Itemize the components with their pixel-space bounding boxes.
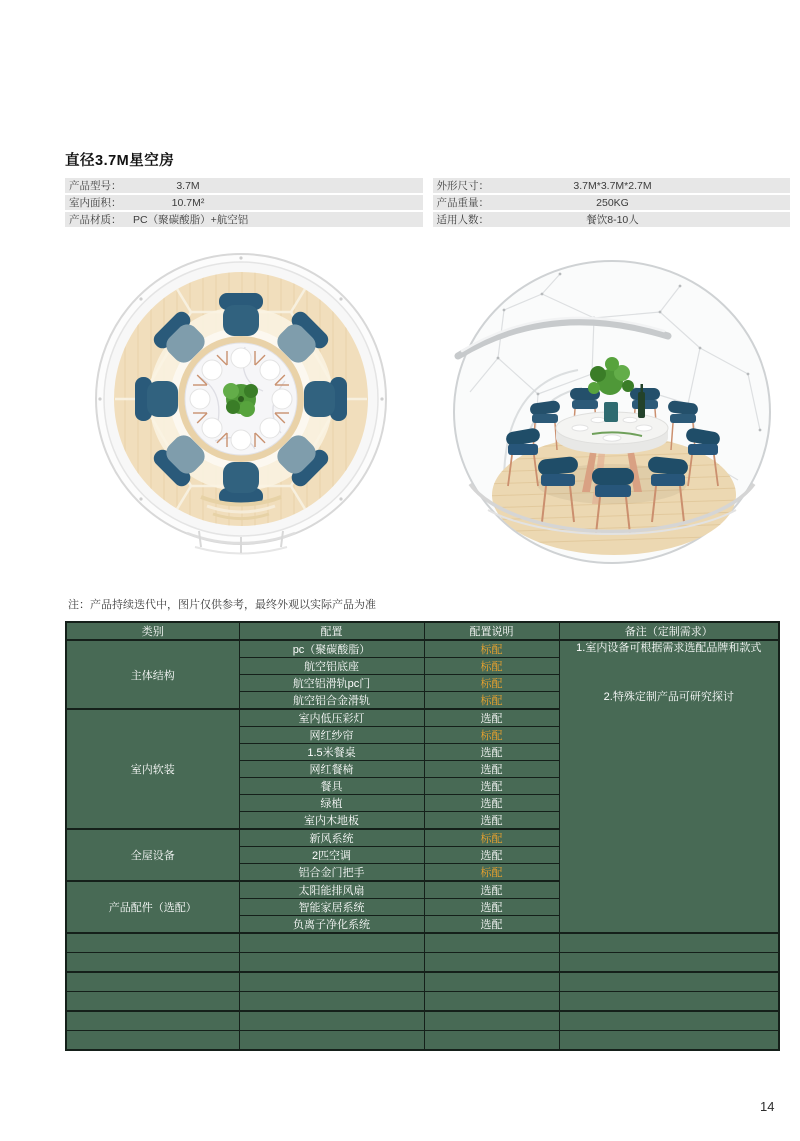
config-table	[65, 621, 778, 1051]
spec-label: 室内面积：	[69, 197, 122, 209]
spec-value: 10.7M²	[171, 196, 205, 209]
spec-table	[65, 178, 790, 229]
config-cell: 2匹空调	[239, 847, 424, 864]
spec-row-model	[65, 178, 423, 193]
status-cell: 选配	[424, 744, 559, 761]
status-cell: 标配	[424, 829, 559, 847]
status-cell: 选配	[424, 916, 559, 934]
spec-value: 3.7M*3.7M*2.7M	[573, 179, 652, 192]
status-cell: 选配	[424, 778, 559, 795]
empty-row	[66, 953, 779, 973]
table-row	[66, 640, 779, 658]
spec-table-left	[65, 178, 423, 229]
spec-row-dimensions	[433, 178, 791, 193]
category-cell: 室内软装	[66, 709, 239, 829]
config-cell: 航空铝滑轨pc门	[239, 675, 424, 692]
config-cell: 铝合金门把手	[239, 864, 424, 882]
status-cell: 标配	[424, 658, 559, 675]
spec-row-area	[65, 195, 423, 210]
status-cell: 标配	[424, 727, 559, 744]
config-cell: 新风系统	[239, 829, 424, 847]
spec-value: 3.7M	[176, 179, 200, 192]
status-cell: 选配	[424, 899, 559, 916]
disclaimer-note: 注：产品持续迭代中，图片仅供参考，最终外观以实际产品为准	[68, 599, 376, 611]
spec-table-right	[433, 178, 791, 229]
spec-row-capacity	[433, 212, 791, 227]
category-cell: 主体结构	[66, 640, 239, 709]
spec-row-weight	[433, 195, 791, 210]
plant-top-view	[223, 383, 258, 417]
config-cell: 网红纱帘	[239, 727, 424, 744]
header-remark: 备注（定制需求）	[559, 622, 779, 640]
page-number: 14	[760, 1099, 775, 1114]
spec-label: 产品重量：	[436, 197, 489, 209]
status-cell: 标配	[424, 692, 559, 710]
status-cell: 选配	[424, 709, 559, 727]
config-table-header	[66, 622, 779, 640]
status-cell: 选配	[424, 812, 559, 830]
remark-cell	[559, 640, 779, 933]
spec-row-material	[65, 212, 423, 227]
header-config-desc: 配置说明	[424, 622, 559, 640]
remark-text-1: 1.室内设备可根据需求选配品牌和款式	[576, 642, 762, 654]
status-cell: 选配	[424, 795, 559, 812]
status-cell: 标配	[424, 675, 559, 692]
top-view-illustration	[95, 241, 387, 563]
empty-row	[66, 1011, 779, 1031]
empty-row	[66, 1031, 779, 1051]
category-cell: 产品配件（选配）	[66, 881, 239, 933]
remark-text-2: 2.特殊定制产品可研究探讨	[603, 690, 734, 703]
config-cell: 太阳能排风扇	[239, 881, 424, 899]
spec-label: 产品型号：	[69, 180, 122, 192]
product-top-view-image	[95, 241, 387, 563]
status-cell: 选配	[424, 847, 559, 864]
config-cell: 网红餐椅	[239, 761, 424, 778]
spec-value: 餐饮8-10人	[586, 214, 639, 226]
config-cell: 航空铝合金滑轨	[239, 692, 424, 710]
header-category: 类别	[66, 622, 239, 640]
config-cell: 室内木地板	[239, 812, 424, 830]
status-cell: 选配	[424, 761, 559, 778]
status-cell: 选配	[424, 881, 559, 899]
config-cell: 餐具	[239, 778, 424, 795]
config-cell: 负离子净化系统	[239, 916, 424, 934]
spec-value: 250KG	[596, 196, 629, 209]
header-config: 配置	[239, 622, 424, 640]
config-cell: 室内低压彩灯	[239, 709, 424, 727]
spec-value: PC（聚碳酸脂）+航空铝	[133, 214, 249, 226]
empty-row	[66, 972, 779, 992]
page-title: 直径3.7M星空房	[65, 153, 175, 169]
empty-row	[66, 933, 779, 953]
config-cell: 1.5米餐桌	[239, 744, 424, 761]
status-cell: 标配	[424, 864, 559, 882]
config-cell: 智能家居系统	[239, 899, 424, 916]
config-cell: pc（聚碳酸脂）	[239, 640, 424, 658]
spec-label: 产品材质：	[69, 214, 122, 226]
side-view-illustration	[442, 252, 786, 564]
category-cell: 全屋设备	[66, 829, 239, 881]
empty-row	[66, 992, 779, 1012]
config-cell: 航空铝底座	[239, 658, 424, 675]
spec-label: 外形尺寸：	[436, 180, 489, 192]
spec-label: 适用人数：	[436, 214, 489, 226]
status-cell: 标配	[424, 640, 559, 658]
product-side-view-image	[442, 252, 786, 564]
config-cell: 绿植	[239, 795, 424, 812]
